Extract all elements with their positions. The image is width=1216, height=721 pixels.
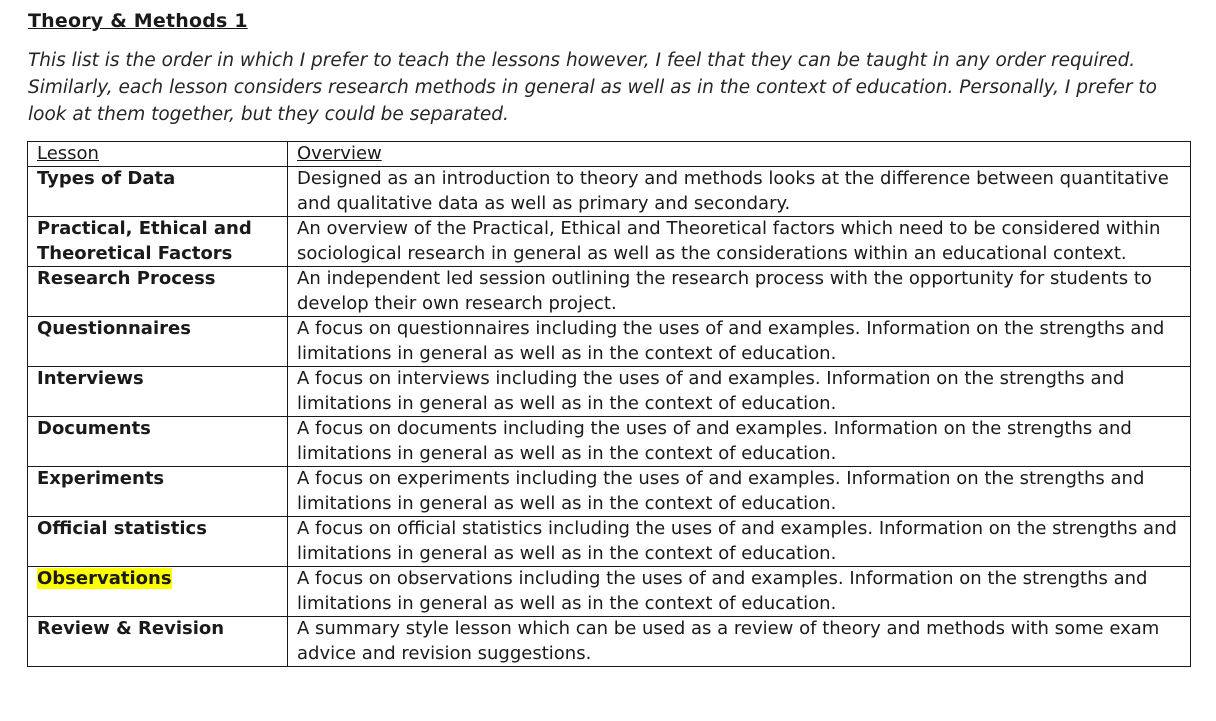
lessons-table (27, 141, 1191, 667)
table-row (28, 267, 1191, 317)
lesson-cell: Types of Data (28, 167, 288, 217)
overview-cell: Designed as an introduction to theory and methods looks at the difference between quantitative and qualitative data as well as primary and secondary. (288, 167, 1191, 217)
lesson-cell: Official statistics (28, 517, 288, 567)
table-row (28, 567, 1191, 617)
document-title: Theory & Methods 1 (28, 10, 248, 32)
overview-cell: A focus on questionnaires including the uses of and examples. Information on the strengths and limitations in general as well as in the context of education. (288, 317, 1191, 367)
table-row (28, 317, 1191, 367)
header-lesson: Lesson (28, 142, 288, 167)
lesson-cell (28, 567, 288, 617)
table-header-row (28, 142, 1191, 167)
overview-cell: An independent led session outlining the research process with the opportunity for students to develop their own research project. (288, 267, 1191, 317)
table-row (28, 367, 1191, 417)
table-row (28, 517, 1191, 567)
lesson-cell: Experiments (28, 467, 288, 517)
table-row (28, 217, 1191, 267)
overview-cell: A focus on official statistics including the uses of and examples. Information on the strengths and limitations in general as well as in the context of education. (288, 517, 1191, 567)
table-row (28, 167, 1191, 217)
highlighted-lesson: Observations (37, 568, 172, 589)
lesson-cell: Interviews (28, 367, 288, 417)
table-row (28, 417, 1191, 467)
lesson-cell: Documents (28, 417, 288, 467)
lesson-cell: Practical, Ethical and Theoretical Factors (28, 217, 288, 267)
table-row (28, 617, 1191, 667)
overview-cell: A focus on experiments including the uses of and examples. Information on the strengths and limitations in general as well as in the context of education. (288, 467, 1191, 517)
overview-cell: A focus on documents including the uses of and examples. Information on the strengths and limitations in general as well as in the context of education. (288, 417, 1191, 467)
lesson-cell: Research Process (28, 267, 288, 317)
header-overview: Overview (288, 142, 1191, 167)
overview-cell: A focus on observations including the uses of and examples. Information on the strengths and limitations in general as well as in the context of education. (288, 567, 1191, 617)
overview-cell: An overview of the Practical, Ethical and Theoretical factors which need to be considered within sociological research in general as well as the considerations within an educational context. (288, 217, 1191, 267)
overview-cell: A summary style lesson which can be used as a review of theory and methods with some exam advice and revision suggestions. (288, 617, 1191, 667)
intro-paragraph: This list is the order in which I prefer to teach the lessons however, I feel that they can be taught in any order required. Similarly, each lesson considers research methods in general as well as in the context of education. Personally, I prefer to look at them together, but they could be separated. (28, 50, 1157, 125)
lesson-cell: Questionnaires (28, 317, 288, 367)
lesson-cell: Review & Revision (28, 617, 288, 667)
table-row (28, 467, 1191, 517)
overview-cell: A focus on interviews including the uses of and examples. Information on the strengths and limitations in general as well as in the context of education. (288, 367, 1191, 417)
